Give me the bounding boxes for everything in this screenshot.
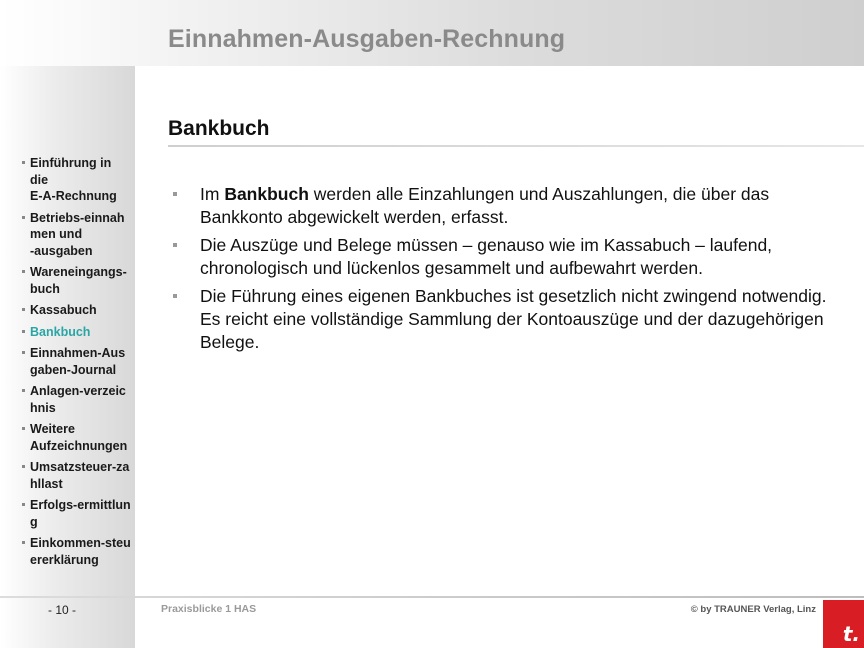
- nav-item-anlagenverzeichnis[interactable]: [22, 383, 140, 416]
- bullet-icon: [173, 192, 177, 196]
- nav-item-label: Anlagen-verzeic hnis: [30, 384, 126, 415]
- list-item: [173, 285, 833, 354]
- trauner-logo: [823, 600, 864, 648]
- nav-item-label: Bankbuch: [30, 324, 91, 339]
- nav-item-journal[interactable]: [22, 345, 140, 378]
- page-number: - 10 -: [48, 603, 77, 617]
- bullet-prefix: Im: [200, 184, 225, 204]
- bullet-icon: [22, 503, 25, 506]
- nav-item-erfolgsermittlung[interactable]: [22, 497, 140, 530]
- bullet-text: Die Führung eines eigenen Bankbuches ist gesetzlich nicht zwingend notwendig. Es reicht eine vollständige Sammlung der Kontoauszüge und der dazugehörigen Belege.: [200, 286, 827, 352]
- nav-item-kassabuch[interactable]: [22, 302, 140, 319]
- bullet-icon: [22, 351, 25, 354]
- nav-item-einkommensteuererklaerung[interactable]: [22, 535, 140, 568]
- nav-item-label: Kassabuch: [30, 303, 97, 317]
- app-title: Einnahmen-Ausgaben-Rechnung: [168, 25, 566, 53]
- list-item: [173, 234, 833, 280]
- nav-item-bankbuch[interactable]: [22, 324, 140, 341]
- content-bullet-list: [173, 183, 833, 359]
- bullet-icon: [22, 270, 25, 273]
- bullet-icon: [22, 161, 25, 164]
- nav-item-label: Wareneingangs- buch: [30, 265, 127, 296]
- footer-book-title: Praxisblicke 1 HAS: [161, 603, 257, 615]
- bullet-icon: [22, 389, 25, 392]
- bullet-text: werden alle Einzahlungen und Auszahlungen, die über das Bankkonto abgewickelt werden, erfasst.: [200, 184, 770, 227]
- page-title: Bankbuch: [168, 117, 270, 140]
- title-divider: [168, 145, 864, 147]
- nav-item-label: Betriebs-einnah men und -ausgaben: [30, 210, 125, 258]
- bullet-icon: [173, 243, 177, 247]
- nav-item-label: Einführung in die E-A-Rechnung: [30, 156, 117, 203]
- nav-item-weitere-aufzeichnungen[interactable]: [22, 421, 140, 454]
- bullet-icon: [22, 216, 25, 219]
- nav-item-wareneingangsbuch[interactable]: [22, 264, 140, 297]
- nav-item-label: Einnahmen-Aus gaben-Journal: [30, 346, 126, 377]
- bullet-icon: [22, 427, 25, 430]
- nav-item-umsatzsteuerzahllast[interactable]: [22, 459, 140, 492]
- nav-item-label: Umsatzsteuer-za hllast: [30, 460, 130, 491]
- sidebar-nav: [22, 155, 140, 573]
- bullet-icon: [22, 541, 25, 544]
- bullet-icon: [22, 330, 25, 333]
- bullet-icon: [173, 294, 177, 298]
- nav-item-label: Weitere Aufzeichnungen: [30, 422, 128, 453]
- logo-text: t.: [842, 622, 860, 646]
- nav-item-einfuehrung[interactable]: [22, 155, 140, 205]
- nav-item-label: Erfolgs-ermittlun g: [30, 498, 131, 529]
- bullet-bold-term: Bankbuch: [224, 184, 309, 204]
- nav-item-betriebseinnahmen[interactable]: [22, 210, 140, 260]
- bullet-icon: [22, 465, 25, 468]
- footer-divider: [0, 596, 864, 598]
- nav-item-label: Einkommen-steu ererklärung: [30, 536, 131, 567]
- bullet-text: Die Auszüge und Belege müssen – genauso wie im Kassabuch – laufend, chronologisch und lückenlos gesammelt und aufbewahrt werden.: [200, 235, 773, 278]
- footer-copyright: © by TRAUNER Verlag, Linz: [690, 604, 816, 615]
- list-item: [173, 183, 833, 229]
- bullet-icon: [22, 308, 25, 311]
